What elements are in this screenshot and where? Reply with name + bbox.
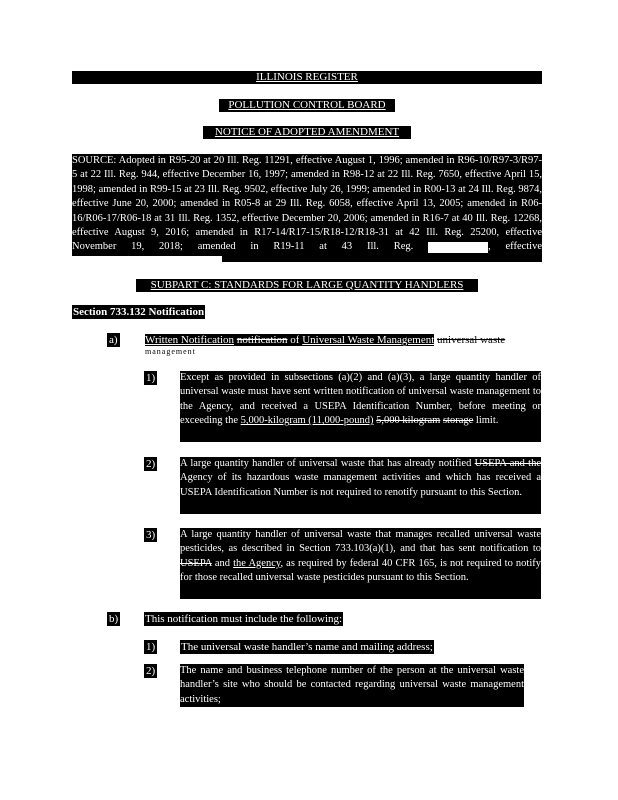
board-header: POLLUTION CONTROL BOARD xyxy=(219,99,395,112)
subsection-a-label: a) xyxy=(109,334,118,346)
notice-header: NOTICE OF ADOPTED AMENDMENT xyxy=(203,126,411,139)
item-b2-text: The name and business telephone number of the person at the universal waste handler’s site who should be contacted regarding universal waste management activities; xyxy=(180,664,524,707)
item-a3-text: A large quantity handler of universal waste that manages recalled universal waste pesticides, as described in Section 733.103(a)(1), and that has sent notification to USEPA and the Agency, as required by federal 40 CFR 165, is not required to notify for those recalled universal waste pesticides pursuant to this Section. xyxy=(180,528,541,599)
section-heading: Section 733.132 Notification xyxy=(73,306,205,318)
item-a3-label: 3) xyxy=(146,529,156,541)
register-header: ILLINOIS REGISTER xyxy=(72,71,542,84)
item-b2-label: 2) xyxy=(146,665,156,677)
subsection-b-text: This notification must include the following: xyxy=(145,613,343,625)
subsection-b-label: b) xyxy=(109,613,119,625)
source-note: SOURCE: Adopted in R95-20 at 20 Ill. Reg. 11291, effective August 1, 1996; amended in R96-10/R97-3/R97-5 at 22 Ill. Reg. 944, effective December 16, 1997; amended in R98-12 at 22 Ill. Reg. 7650, effective April 15, 1998; amended in R99-15 at 23 Ill. Reg. 9502, effective July 26, 1999; amended in R00-13 at 24 Ill. Reg. 9874, effective June 20, 2000; amended in R05-8 at 29 Ill. Reg. 6058, effective April 13, 2005; amended in R06-16/R06-17/R06-18 at 31 Ill. Reg. 1352, effective December 20, 2006; amended in R16-7 at 40 Ill. Reg. 12268, effective August 9, 2016; amended in R17-14/R17-15/R18-12/R18-31 at 42 Ill. Reg. 25200, effective November 19, 2018; amended in R19-11 at 43 Ill. Reg. , effective . xyxy=(72,155,543,267)
item-b1-label: 1) xyxy=(146,641,156,653)
subpart-heading: SUBPART C: STANDARDS FOR LARGE QUANTITY HANDLERS xyxy=(136,279,478,292)
item-b1-text: The universal waste handler’s name and mailing address; xyxy=(181,641,433,653)
item-a1-text: Except as provided in subsections (a)(2) and (a)(3), a large quantity handler of universal waste must have sent written notification of universal waste management to the Agency, and received a USEPA Identification Number, before meeting or exceeding the 5,000-kilogram (11,000-pound) 5,000 kilogram storage limit. xyxy=(180,371,541,442)
item-a1-label: 1) xyxy=(146,372,156,384)
subsection-a-heading-tail: management xyxy=(145,347,196,356)
item-a2-text: A large quantity handler of universal waste that has already notified USEPA and the Agency of its hazardous waste management activities and which has received a USEPA Identification Number is not required to renotify pursuant to this Section. xyxy=(180,457,541,514)
item-a2-label: 2) xyxy=(146,458,156,470)
subsection-a-heading: Written Notification notification of Universal Waste Management universal waste xyxy=(145,334,506,346)
